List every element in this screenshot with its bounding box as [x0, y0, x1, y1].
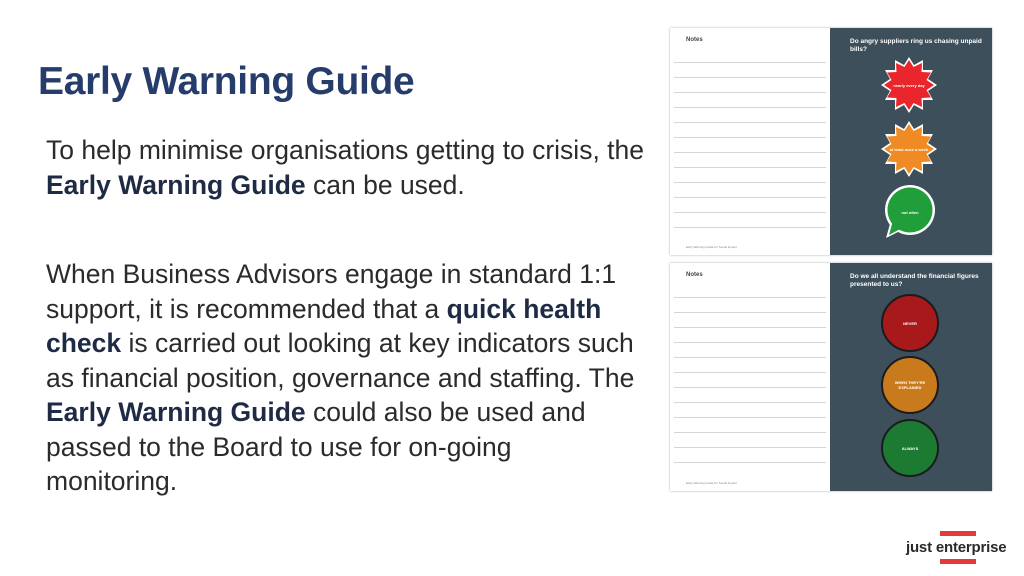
logo-text: just enterprise — [906, 539, 1007, 556]
green-circle-badge — [881, 419, 939, 477]
red-circle-badge — [881, 294, 939, 352]
intro-text-2: can be used. — [305, 169, 465, 200]
question-panel — [830, 28, 992, 255]
badge-label: NEVER — [903, 320, 917, 326]
logo-accent-bar — [940, 559, 976, 564]
guide-page-financial — [670, 263, 992, 491]
badge-label: ALWAYS — [901, 445, 919, 451]
notes-footer: Early Warning Guide for Social Impact — [686, 245, 737, 249]
question-panel — [830, 263, 992, 491]
question-title: Do angry suppliers ring us chasing unpaid bills? — [850, 38, 982, 53]
logo-accent-bar — [940, 531, 976, 536]
red-speech-badge — [880, 56, 938, 114]
green-speech-badge — [882, 184, 938, 240]
notes-footer: Early Warning Guide for Social Impact — [686, 481, 737, 485]
advice-bold-2: Early Warning Guide — [46, 397, 306, 427]
intro-text-1: To help minimise organisations getting to crisis, the — [46, 135, 645, 165]
page-title: Early Warning Guide — [38, 60, 415, 103]
badge-label: WHEN THEY'RE EXPLAINED — [894, 380, 926, 390]
orange-circle-badge — [881, 356, 939, 414]
just-enterprise-logo — [906, 531, 1010, 567]
notes-title: Notes — [686, 37, 703, 43]
guide-page-suppliers — [670, 28, 992, 255]
notes-section — [670, 28, 830, 255]
intro-paragraph — [46, 133, 646, 202]
advice-text-3: could also be used and passed to the Board to use for on-going monitoring. — [46, 397, 586, 496]
question-title: Do we all understand the financial figures presented to us? — [850, 273, 979, 288]
notes-lines — [674, 283, 826, 475]
advice-paragraph — [46, 257, 646, 499]
notes-section — [670, 263, 830, 491]
advice-text-1: When Business Advisors engage in standard 1:1 support, it is recommended that a — [46, 259, 617, 324]
advice-bold-1: quick health check — [46, 293, 602, 358]
notes-lines — [674, 48, 826, 239]
badge-label: not often — [901, 209, 919, 215]
badge-label: nearly every day — [893, 82, 925, 88]
badge-label: at least once a week — [889, 146, 929, 152]
intro-bold: Early Warning Guide — [46, 169, 306, 200]
advice-text-2: is carried out looking at key indicators such as financial position, governance and staffing. The — [46, 328, 635, 393]
notes-title: Notes — [686, 272, 703, 278]
orange-speech-badge — [880, 120, 938, 178]
